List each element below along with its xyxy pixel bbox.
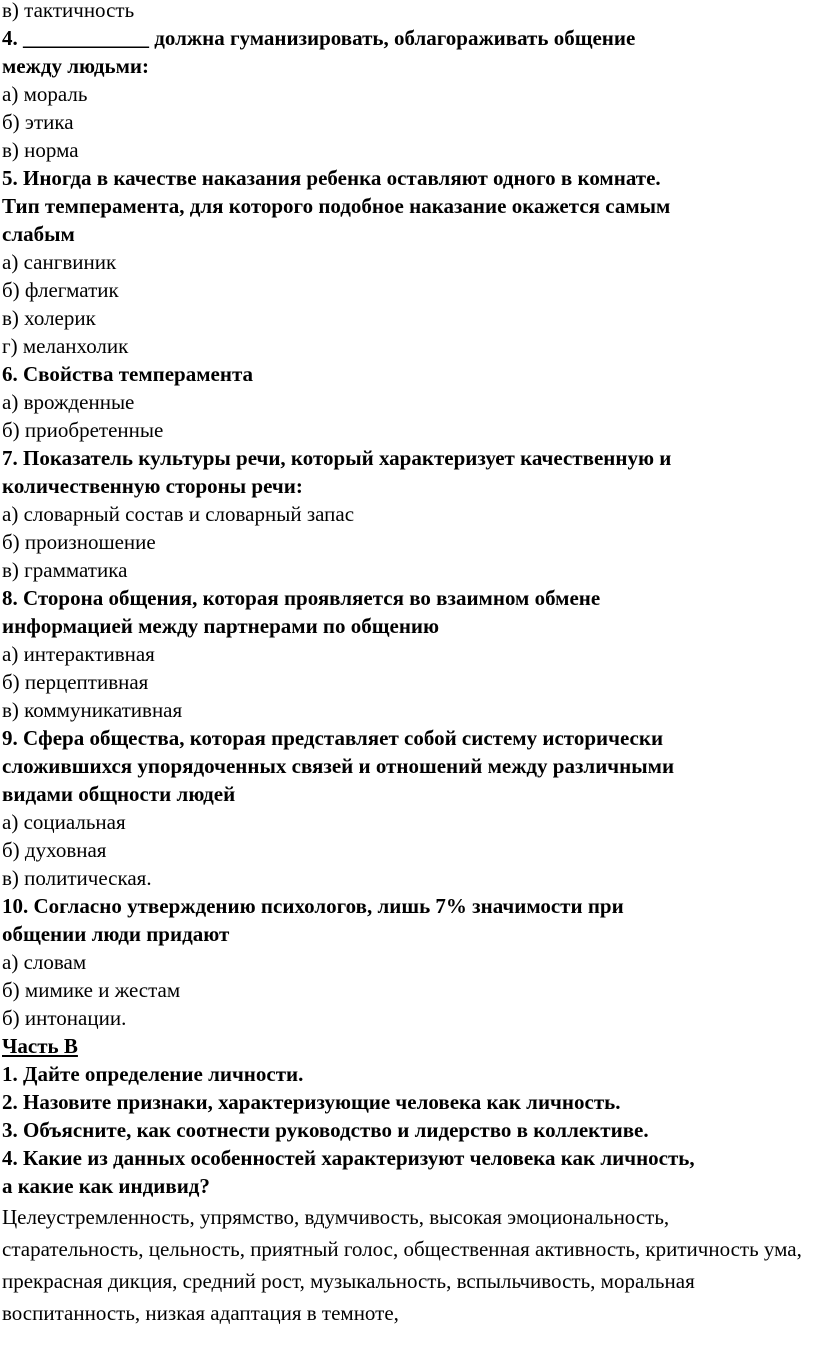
line-text: в) коммуникативная [2,698,183,722]
answer-option [2,0,812,24]
line-text: Часть В [2,1034,78,1058]
line-text: а) врожденные [2,390,135,414]
answer-option [2,276,812,304]
answer-option [2,864,812,892]
line-text: между людьми: [2,54,149,78]
answer-option [2,948,812,976]
line-text: в) тактичность [2,0,135,22]
line-text: 10. Согласно утверждению психологов, лишь 7% значимости при [2,894,624,918]
question-text [2,780,812,808]
line-text: 4. ____________ должна гуманизировать, облагораживать общение [2,26,636,50]
line-text: 9. Сфера общества, которая представляет собой систему исторически [2,726,664,750]
question-text [2,192,812,220]
question-text [2,444,812,472]
answer-option [2,976,812,1004]
question-text [2,52,812,80]
line-text: б) произношение [2,530,156,554]
line-text: 3. Объясните, как соотнести руководство и лидерство в коллективе. [2,1118,649,1142]
question-text [2,360,812,388]
question-text [2,220,812,248]
answer-option [2,136,812,164]
line-text: 7. Показатель культуры речи, который характеризует качественную и [2,446,672,470]
answer-option [2,640,812,668]
line-text: слабым [2,222,75,246]
line-text: в) политическая. [2,866,152,890]
question-text [2,1144,812,1172]
line-text: а какие как индивид? [2,1174,210,1198]
question-text [2,612,812,640]
answer-option [2,556,812,584]
line-text: 5. Иногда в качестве наказания ребенка оставляют одного в комнате. [2,166,661,190]
line-text: 8. Сторона общения, которая проявляется во взаимном обмене [2,586,601,610]
answer-option [2,304,812,332]
line-text: 6. Свойства темперамента [2,362,254,386]
answer-option [2,500,812,528]
answer-option [2,108,812,136]
question-list [2,0,812,1200]
answer-option [2,696,812,724]
document-page [2,0,812,1329]
question-text [2,24,812,52]
line-text: в) холерик [2,306,96,330]
answer-option [2,388,812,416]
question-text [2,1088,812,1116]
question-text [2,1172,812,1200]
line-text: информацией между партнерами по общению [2,614,440,638]
answer-option [2,332,812,360]
line-text: 2. Назовите признаки, характеризующие человека как личность. [2,1090,621,1114]
line-text: б) перцептивная [2,670,149,694]
answer-option [2,1004,812,1032]
question-text [2,1060,812,1088]
question-text [2,752,812,780]
question-text [2,472,812,500]
line-text: а) сангвиник [2,250,117,274]
answer-option [2,668,812,696]
question-text [2,1116,812,1144]
line-text: общении люди придают [2,922,230,946]
answer-option [2,528,812,556]
answer-option [2,808,812,836]
line-text: 4. Какие из данных особенностей характеризуют человека как личность, [2,1146,695,1170]
answer-option [2,836,812,864]
line-text: количественную стороны речи: [2,474,303,498]
line-text: б) мимике и жестам [2,978,181,1002]
line-text: в) норма [2,138,79,162]
line-text: б) приобретенные [2,418,164,442]
line-text: видами общности людей [2,782,236,806]
question-text [2,920,812,948]
question-text [2,892,812,920]
line-text: а) словарный состав и словарный запас [2,502,355,526]
answer-option [2,248,812,276]
line-text: а) мораль [2,82,88,106]
answer-option [2,80,812,108]
line-text: а) социальная [2,810,126,834]
question-text [2,164,812,192]
question-text [2,584,812,612]
answer-option [2,416,812,444]
section-heading [2,1032,812,1060]
line-text: б) интонации. [2,1006,127,1030]
line-text: а) интерактивная [2,642,155,666]
line-text: б) духовная [2,838,107,862]
question-text [2,724,812,752]
line-text: 1. Дайте определение личности. [2,1062,304,1086]
line-text: сложившихся упорядоченных связей и отношений между различными [2,754,675,778]
line-text: г) меланхолик [2,334,129,358]
line-text: Тип темперамента, для которого подобное наказание окажется самым [2,194,671,218]
line-text: б) флегматик [2,278,119,302]
line-text: а) словам [2,950,87,974]
line-text: б) этика [2,110,74,134]
line-text: в) грамматика [2,558,128,582]
traits-paragraph: Целеустремленность, упрямство, вдумчивость, высокая эмоциональность, старательность, цельность, приятный голос, общественная активность, критичность ума, прекрасная дикция, средний рост, музыкальность, вспыльчивость, моральная воспитанность, низкая адаптация в темноте, [2,1205,802,1325]
